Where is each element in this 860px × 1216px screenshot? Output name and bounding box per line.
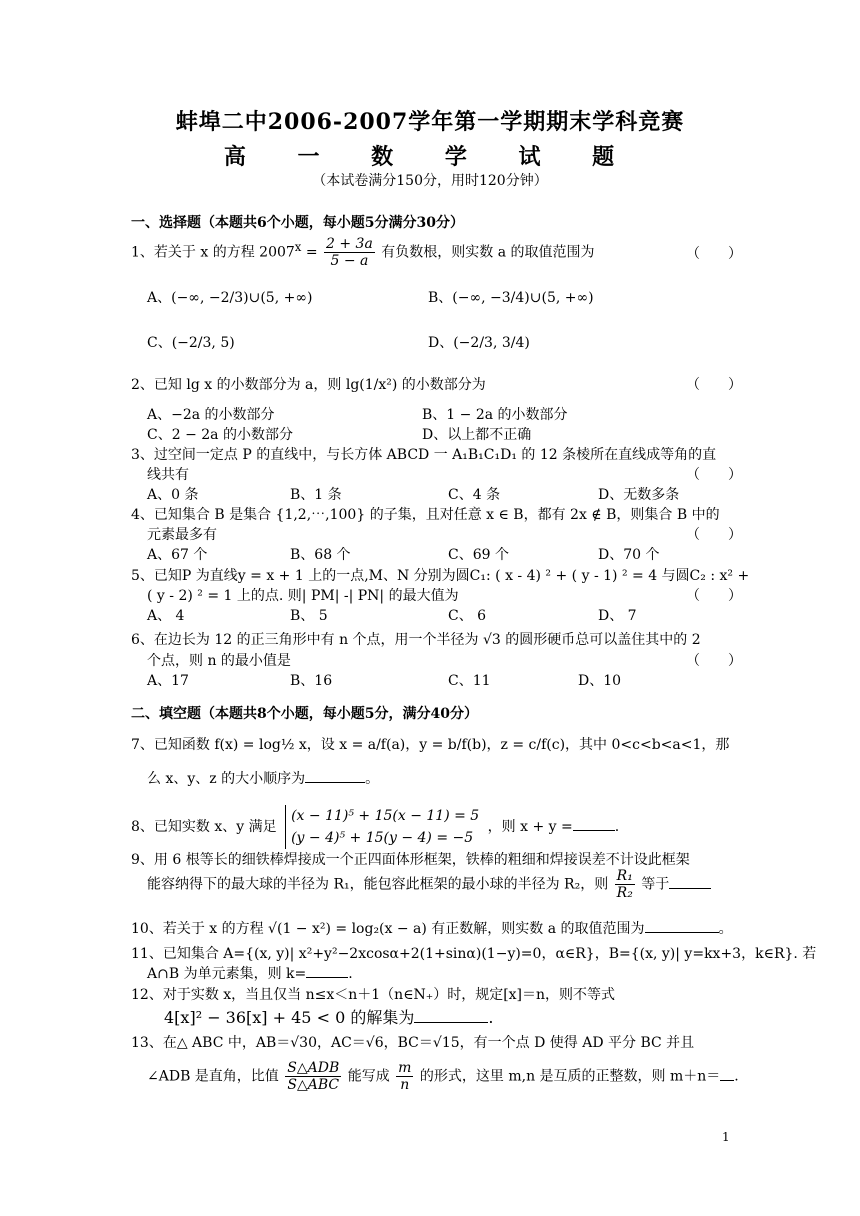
q4-line2: 元素最多有	[147, 527, 217, 543]
q9-line2: 能容纳得下的最大球的半径为 R₁，能包容此框架的最小球的半径为 R₂，则 $\frac{\text{R₁}}{\text{R₂}}$ 等于	[147, 868, 711, 901]
q9-fraction: $\frac{\text{R₁}}{\text{R₂}}$	[616, 868, 633, 901]
q3-option-c: C、4 条	[448, 487, 501, 503]
q11-answer-blank[interactable]	[306, 965, 348, 978]
q5-option-c: C、 6	[448, 608, 487, 624]
q5-option-b: B、 5	[290, 608, 328, 624]
q6-option-d: D、10	[578, 673, 622, 689]
q4-option-d: D、70 个	[598, 547, 660, 563]
q6-answer-paren: （ ）	[686, 653, 742, 669]
q5-answer-paren: （ ）	[686, 588, 742, 604]
q7-answer-blank[interactable]	[305, 770, 365, 783]
q3-answer-paren: （ ）	[686, 467, 742, 483]
q11-line2: A∩B 为单元素集，则 k= .	[147, 966, 353, 982]
q13-answer-blank[interactable]	[720, 1068, 734, 1081]
page-number: 1	[722, 1130, 730, 1144]
q6-line1: 6、在边长为 12 的正三角形中有 n 个点，用一个半径为 √3 的圆形硬币总可以盖住其中的 2	[131, 632, 701, 648]
q9-answer-blank[interactable]	[669, 876, 711, 889]
q3-option-d: D、无数多条	[598, 487, 680, 503]
q4-option-a: A、67 个	[147, 547, 208, 563]
q2-option-d: D、以上都不正确	[422, 427, 532, 443]
q12-answer-blank[interactable]	[414, 1010, 488, 1023]
exam-note: （本试卷满分150分，用时120分钟）	[312, 173, 548, 189]
q1-fraction: $\frac{2 + 3a}{5 - a}$	[326, 236, 373, 269]
q7-line1: 7、已知函数 f(x) = log½ x，设 x = a/f(a)，y = b/f(b)，z = c/f(c)，其中 0<c<b<a<1，那	[131, 737, 730, 753]
q13-area-ratio-fraction: $\frac{\text{S△ADB}}{\text{S△ABC}}$	[287, 1060, 340, 1093]
q6-line2: 个点，则 n 的最小值是	[147, 653, 291, 669]
q5-line2: ( y - 2) ² = 1 上的点. 则| PM| -| PN| 的最大值为	[147, 588, 459, 604]
q4-line1: 4、已知集合 B 是集合 {1,2,⋯,100} 的子集，且对任意 x ∈ B，都有 2x ∉ B，则集合 B 中的	[131, 507, 720, 523]
q6-option-b: B、16	[290, 673, 333, 689]
q8-stem: 8、已知实数 x、y 满足 (x − 11)⁵ + 15(x − 11) = 5 (y − 4)⁵ + 15(y − 4) = −5 ，则 x + y = .	[131, 805, 619, 849]
q5-option-a: A、 4	[147, 608, 185, 624]
q8-answer-blank[interactable]	[573, 818, 615, 831]
q4-option-c: C、69 个	[448, 547, 509, 563]
q1-option-d: D、(−2/3, 3/4)	[428, 335, 530, 351]
q3-option-a: A、0 条	[147, 487, 199, 503]
q10-stem: 10、若关于 x 的方程 √(1 − x²) = log₂(x − a) 有正数解，则实数 a 的取值范围为 。	[131, 921, 733, 937]
q2-option-b: B、1 − 2a 的小数部分	[422, 407, 568, 423]
q13-line1: 13、在△ ABC 中，AB＝√30，AC＝√6，BC＝√15，有一个点 D 使得 AD 平分 BC 并且	[131, 1035, 695, 1051]
q6-option-a: A、17	[147, 673, 189, 689]
q1-option-c: C、(−2/3, 5)	[147, 335, 235, 351]
q6-option-c: C、11	[448, 673, 491, 689]
q10-answer-blank[interactable]	[645, 920, 719, 933]
q12-line1: 12、对于实数 x，当且仅当 n≤x＜n＋1（n∈N₊）时，规定[x]＝n，则不等式	[131, 987, 616, 1003]
exam-title: 蚌埠二中2006-2007学年第一学期期末学科竞赛	[175, 109, 685, 135]
q5-line1: 5、已知P 为直线y = x + 1 上的一点,M、N 分别为圆C₁: ( x - 4) ² + ( y - 1) ² = 4 与圆C₂ : x² +	[131, 568, 750, 584]
q11-line1: 11、已知集合 A={(x, y)| x²+y²−2xcosα+2(1+sinα)(1−y)=0，α∈R}，B={(x, y)| y=kx+3，k∈R}. 若	[131, 946, 817, 962]
q13-line2: ∠ADB 是直角，比值 $\frac{\text{S△ADB}}{\text{S△ABC}}$ 能写成 $\frac{m}{n}$ 的形式，这里 m,n 是互质的正整数，则 m＋n＝ .	[147, 1060, 739, 1093]
q1-answer-paren: （ ）	[686, 246, 742, 262]
section-1-heading: 一、选择题（本题共6个小题，每小题5分满分30分）	[131, 215, 464, 231]
q7-line2: 么 x、y、z 的大小顺序为 。	[147, 771, 380, 787]
q8-equation-system: (x − 11)⁵ + 15(x − 11) = 5 (y − 4)⁵ + 15(y − 4) = −5	[285, 805, 479, 849]
q5-option-d: D、 7	[598, 608, 637, 624]
q3-line2: 线共有	[147, 467, 189, 483]
q2-option-a: A、−2a 的小数部分	[147, 407, 275, 423]
q9-line1: 9、用 6 根等长的细铁棒焊接成一个正四面体形框架，铁棒的粗细和焊接误差不计设此框架	[131, 852, 690, 868]
q13-mn-fraction: $\frac{m}{n}$	[398, 1060, 412, 1093]
section-2-heading: 二、填空题（本题共8个小题，每小题5分，满分40分）	[131, 706, 478, 722]
q2-answer-paren: （ ）	[686, 377, 742, 393]
q1-option-b: B、(−∞, −3/4)∪(5, +∞)	[428, 290, 594, 306]
q1-option-a: A、(−∞, −2/3)∪(5, +∞)	[147, 290, 313, 306]
q12-line2: 4[x]² − 36[x] + 45 < 0 的解集为 .	[164, 1008, 494, 1027]
q3-option-b: B、1 条	[290, 487, 342, 503]
q4-option-b: B、68 个	[290, 547, 351, 563]
exam-subtitle: 高 一 数 学 试 题	[223, 144, 637, 170]
q4-answer-paren: （ ）	[686, 527, 742, 543]
q3-line1: 3、过空间一定点 P 的直线中，与长方体 ABCD 一 A₁B₁C₁D₁ 的 12 条棱所在直线成等角的直	[131, 447, 717, 463]
q1-stem: 1、若关于 x 的方程 $2007^x$ = $\frac{2 + 3a}{5 - a}$ 有负数根，则实数 a 的取值范围为	[131, 236, 595, 269]
q2-stem: 2、已知 lg x 的小数部分为 a，则 lg(1/x²) 的小数部分为	[131, 377, 486, 393]
q2-option-c: C、2 − 2a 的小数部分	[147, 427, 293, 443]
